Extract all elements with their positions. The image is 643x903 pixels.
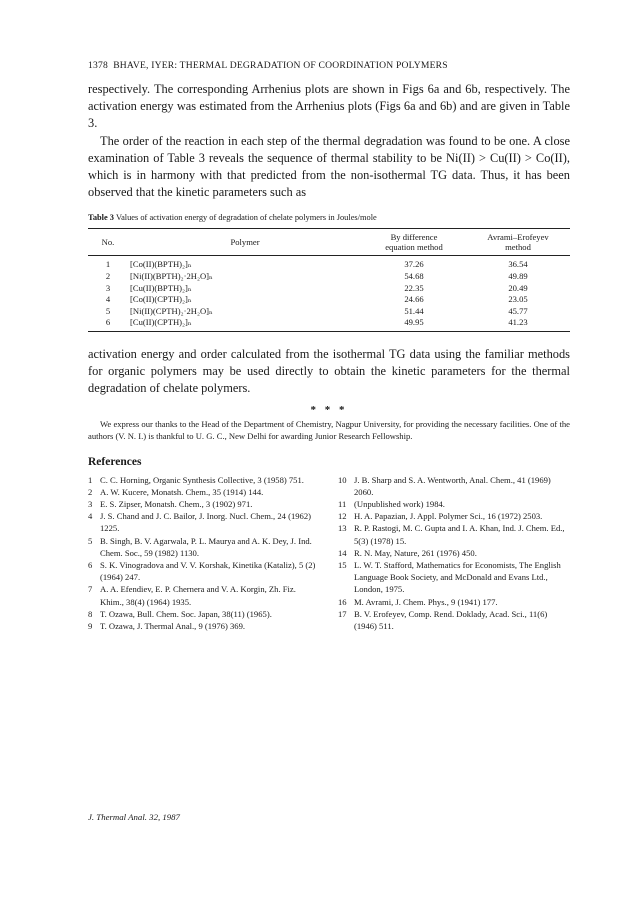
reference-text: T. Ozawa, J. Thermal Anal., 9 (1976) 369.: [100, 621, 246, 632]
reference-text: A. A. Efendiev, E. P. Chernera and V. A. Korgin, Zh. Fiz. Khim., 38(4) (1964) 1935.: [100, 584, 296, 607]
row-avrami-value: 49.89: [508, 271, 528, 282]
reference-text: (Unpublished work) 1984.: [354, 499, 445, 509]
reference-number: 17: [338, 608, 347, 619]
activation-energy-table: [88, 228, 570, 332]
row-no: 4: [105, 294, 111, 305]
reference-number: 13: [338, 523, 347, 534]
row-polymer: [Ni(II)(CPTH)₂·2H₂O]ₙ: [130, 305, 213, 316]
reference-text: C. C. Horning, Organic Synthesis Collective, 3 (1958) 751.: [100, 474, 304, 485]
reference-number: 10: [338, 474, 347, 485]
row-avrami-value: 45.77: [508, 305, 528, 316]
running-head: [88, 60, 570, 71]
paragraph-1: respectively. The corresponding Arrhenius plots are shown in Figs 6a and 6b, respectively. The activation energy was estimated from the Arrhenius plots (Figs 6a and 6b) and are given in Table 3.: [88, 82, 570, 131]
reference-text: J. S. Chand and J. C. Bailor, J. Inorg. Nucl. Chem., 24 (1962) 1225.: [100, 511, 311, 534]
reference-number: 4: [88, 511, 93, 522]
reference-item: [88, 510, 320, 534]
row-avrami-value: 41.23: [466, 317, 570, 332]
reference-text: A. W. Kucere, Monatsh. Chem., 35 (1914) 144.: [100, 486, 264, 497]
reference-item: [88, 559, 320, 583]
row-no: 2: [105, 271, 111, 282]
row-no: 1: [105, 259, 111, 270]
reference-item: [338, 474, 570, 498]
reference-number: 12: [338, 511, 347, 522]
reference-item: [88, 608, 320, 620]
references-title: References: [88, 455, 142, 468]
reference-number: 6: [88, 560, 93, 571]
reference-number: 8: [88, 608, 93, 619]
row-polymer: [Ni(II)(BPTH)₂·2H₂O]ₙ: [130, 271, 213, 282]
references-list: [88, 474, 570, 633]
table-row: [88, 271, 570, 283]
page-number: 1378: [88, 60, 108, 71]
reference-number: 2: [88, 486, 93, 497]
journal-footer: J. Thermal Anal. 32, 1987: [88, 812, 180, 822]
table-label: Table 3: [88, 213, 114, 223]
row-no: 3: [105, 282, 111, 293]
reference-number: 9: [88, 621, 93, 632]
reference-item: [88, 620, 320, 632]
row-diff-value: 54.68: [404, 271, 424, 282]
row-diff-value: 51.44: [404, 305, 424, 316]
table-row: [88, 294, 570, 306]
reference-text: B. V. Erofeyev, Comp. Rend. Doklady, Acad. Sci., 11(6) (1946) 511.: [354, 608, 548, 632]
reference-text: R. P. Rastogi, M. C. Gupta and I. A. Khan, Ind. J. Chem. Ed., 5(3) (1978) 15.: [354, 523, 565, 546]
reference-item: [338, 608, 570, 632]
reference-text: H. A. Papazian, J. Appl. Polymer Sci., 16 (1972) 2503.: [354, 511, 543, 522]
paragraph-2: The order of the reaction in each step of the thermal degradation was found to be one. A close examination of Table 3 reveals the sequence of thermal stability to be Ni(II) > Cu(II) > Co(II), which is in harmony with that predicted from the non-isothermal TG data. Thus, it has been observed that the kinetic parameters such as: [88, 133, 570, 200]
row-polymer: [Co(II)(CPTH)₂]ₙ: [130, 294, 192, 305]
row-polymer: [Co(II)(BPTH)₂]ₙ: [130, 259, 192, 270]
header-col4-line1: Avrami–Erofeyev: [487, 232, 549, 243]
header-avrami-method: [466, 229, 570, 256]
row-polymer: [Cu(II)(CPTH)₂]ₙ: [128, 317, 362, 332]
table-row: [88, 305, 570, 317]
table-caption: [88, 213, 570, 222]
paragraph-3: activation energy and order calculated from the isothermal TG data using the familiar methods for organic polymers may be used directly to obtain the kinetic parameters for the thermal degradation of chelate polymers.: [88, 346, 570, 396]
reference-text: R. N. May, Nature, 261 (1976) 450.: [354, 547, 477, 558]
row-diff-value: 49.95: [362, 317, 466, 332]
reference-text: M. Avrami, J. Chem. Phys., 9 (1941) 177.: [354, 596, 498, 607]
row-avrami-value: 36.54: [508, 259, 528, 270]
reference-item: [88, 535, 320, 559]
reference-number: 5: [88, 535, 93, 546]
header-col4-line2: method: [505, 242, 531, 253]
reference-text: L. W. T. Stafford, Mathematics for Economists, The English Language Book Society, and McDonald and Evans Ltd., London, 1975.: [354, 560, 561, 595]
references-right-column: [338, 474, 570, 633]
row-avrami-value: 23.05: [508, 294, 528, 305]
reference-number: 15: [338, 560, 347, 571]
reference-number: 16: [338, 596, 347, 607]
reference-number: 1: [88, 474, 93, 485]
reference-item: [88, 474, 320, 486]
acknowledgement: We express our thanks to the Head of the Department of Chemistry, Nagpur University, for providing the necessary facilities. One of the authors (V. N. I.) is thankful to U. G. C., New Delhi for awarding Junior Research Fellowship.: [88, 418, 570, 441]
row-diff-value: 24.66: [404, 294, 424, 305]
reference-item: [338, 559, 570, 596]
header-col3-line2: equation method: [385, 242, 443, 253]
row-no: 5: [105, 305, 111, 316]
reference-number: 11: [338, 499, 347, 509]
table-row: [88, 256, 570, 271]
reference-item: [88, 498, 320, 510]
reference-item: [88, 486, 320, 498]
reference-item: [338, 510, 570, 522]
row-no: 6: [88, 317, 128, 332]
header-difference-method: [362, 229, 466, 256]
header-col3-line1: By difference: [390, 232, 438, 243]
reference-number: 3: [88, 499, 93, 509]
references-left-column: [88, 474, 320, 633]
reference-number: 7: [88, 584, 93, 595]
section-separator: * * *: [310, 403, 348, 416]
table-caption-text: Values of activation energy of degradation of chelate polymers in Joules/mole: [115, 213, 377, 223]
row-polymer: [Cu(II)(BPTH)₂]ₙ: [130, 282, 192, 293]
table-row: [88, 282, 570, 294]
row-diff-value: 22.35: [404, 282, 424, 293]
table-row: [88, 317, 570, 332]
row-avrami-value: 20.49: [508, 282, 528, 293]
reference-text: E. S. Zipser, Monatsh. Chem., 3 (1902) 971.: [100, 499, 253, 509]
reference-text: S. K. Vinogradova and V. V. Korshak, Kinetika (Kataliz), 5 (2) (1964) 247.: [100, 560, 316, 583]
reference-text: B. Singh, B. V. Agarwala, P. L. Maurya and A. K. Dey, J. Ind. Chem. Soc., 59 (1982) 1130.: [100, 535, 312, 558]
header-polymer: Polymer: [128, 229, 362, 256]
reference-item: [338, 547, 570, 559]
reference-item: [338, 522, 570, 546]
reference-number: 14: [338, 547, 347, 558]
row-diff-value: 37.26: [404, 259, 424, 270]
header-no: No.: [88, 229, 128, 256]
reference-text: J. B. Sharp and S. A. Wentworth, Anal. Chem., 41 (1969) 2060.: [354, 474, 551, 497]
reference-item: [88, 583, 320, 607]
reference-item: [338, 596, 570, 608]
reference-item: [338, 498, 570, 510]
paper-page: [88, 60, 570, 632]
reference-text: T. Ozawa, Bull. Chem. Soc. Japan, 38(11) (1965).: [100, 608, 272, 619]
running-title: BHAVE, IYER: THERMAL DEGRADATION OF COORDINATION POLYMERS: [113, 60, 448, 71]
